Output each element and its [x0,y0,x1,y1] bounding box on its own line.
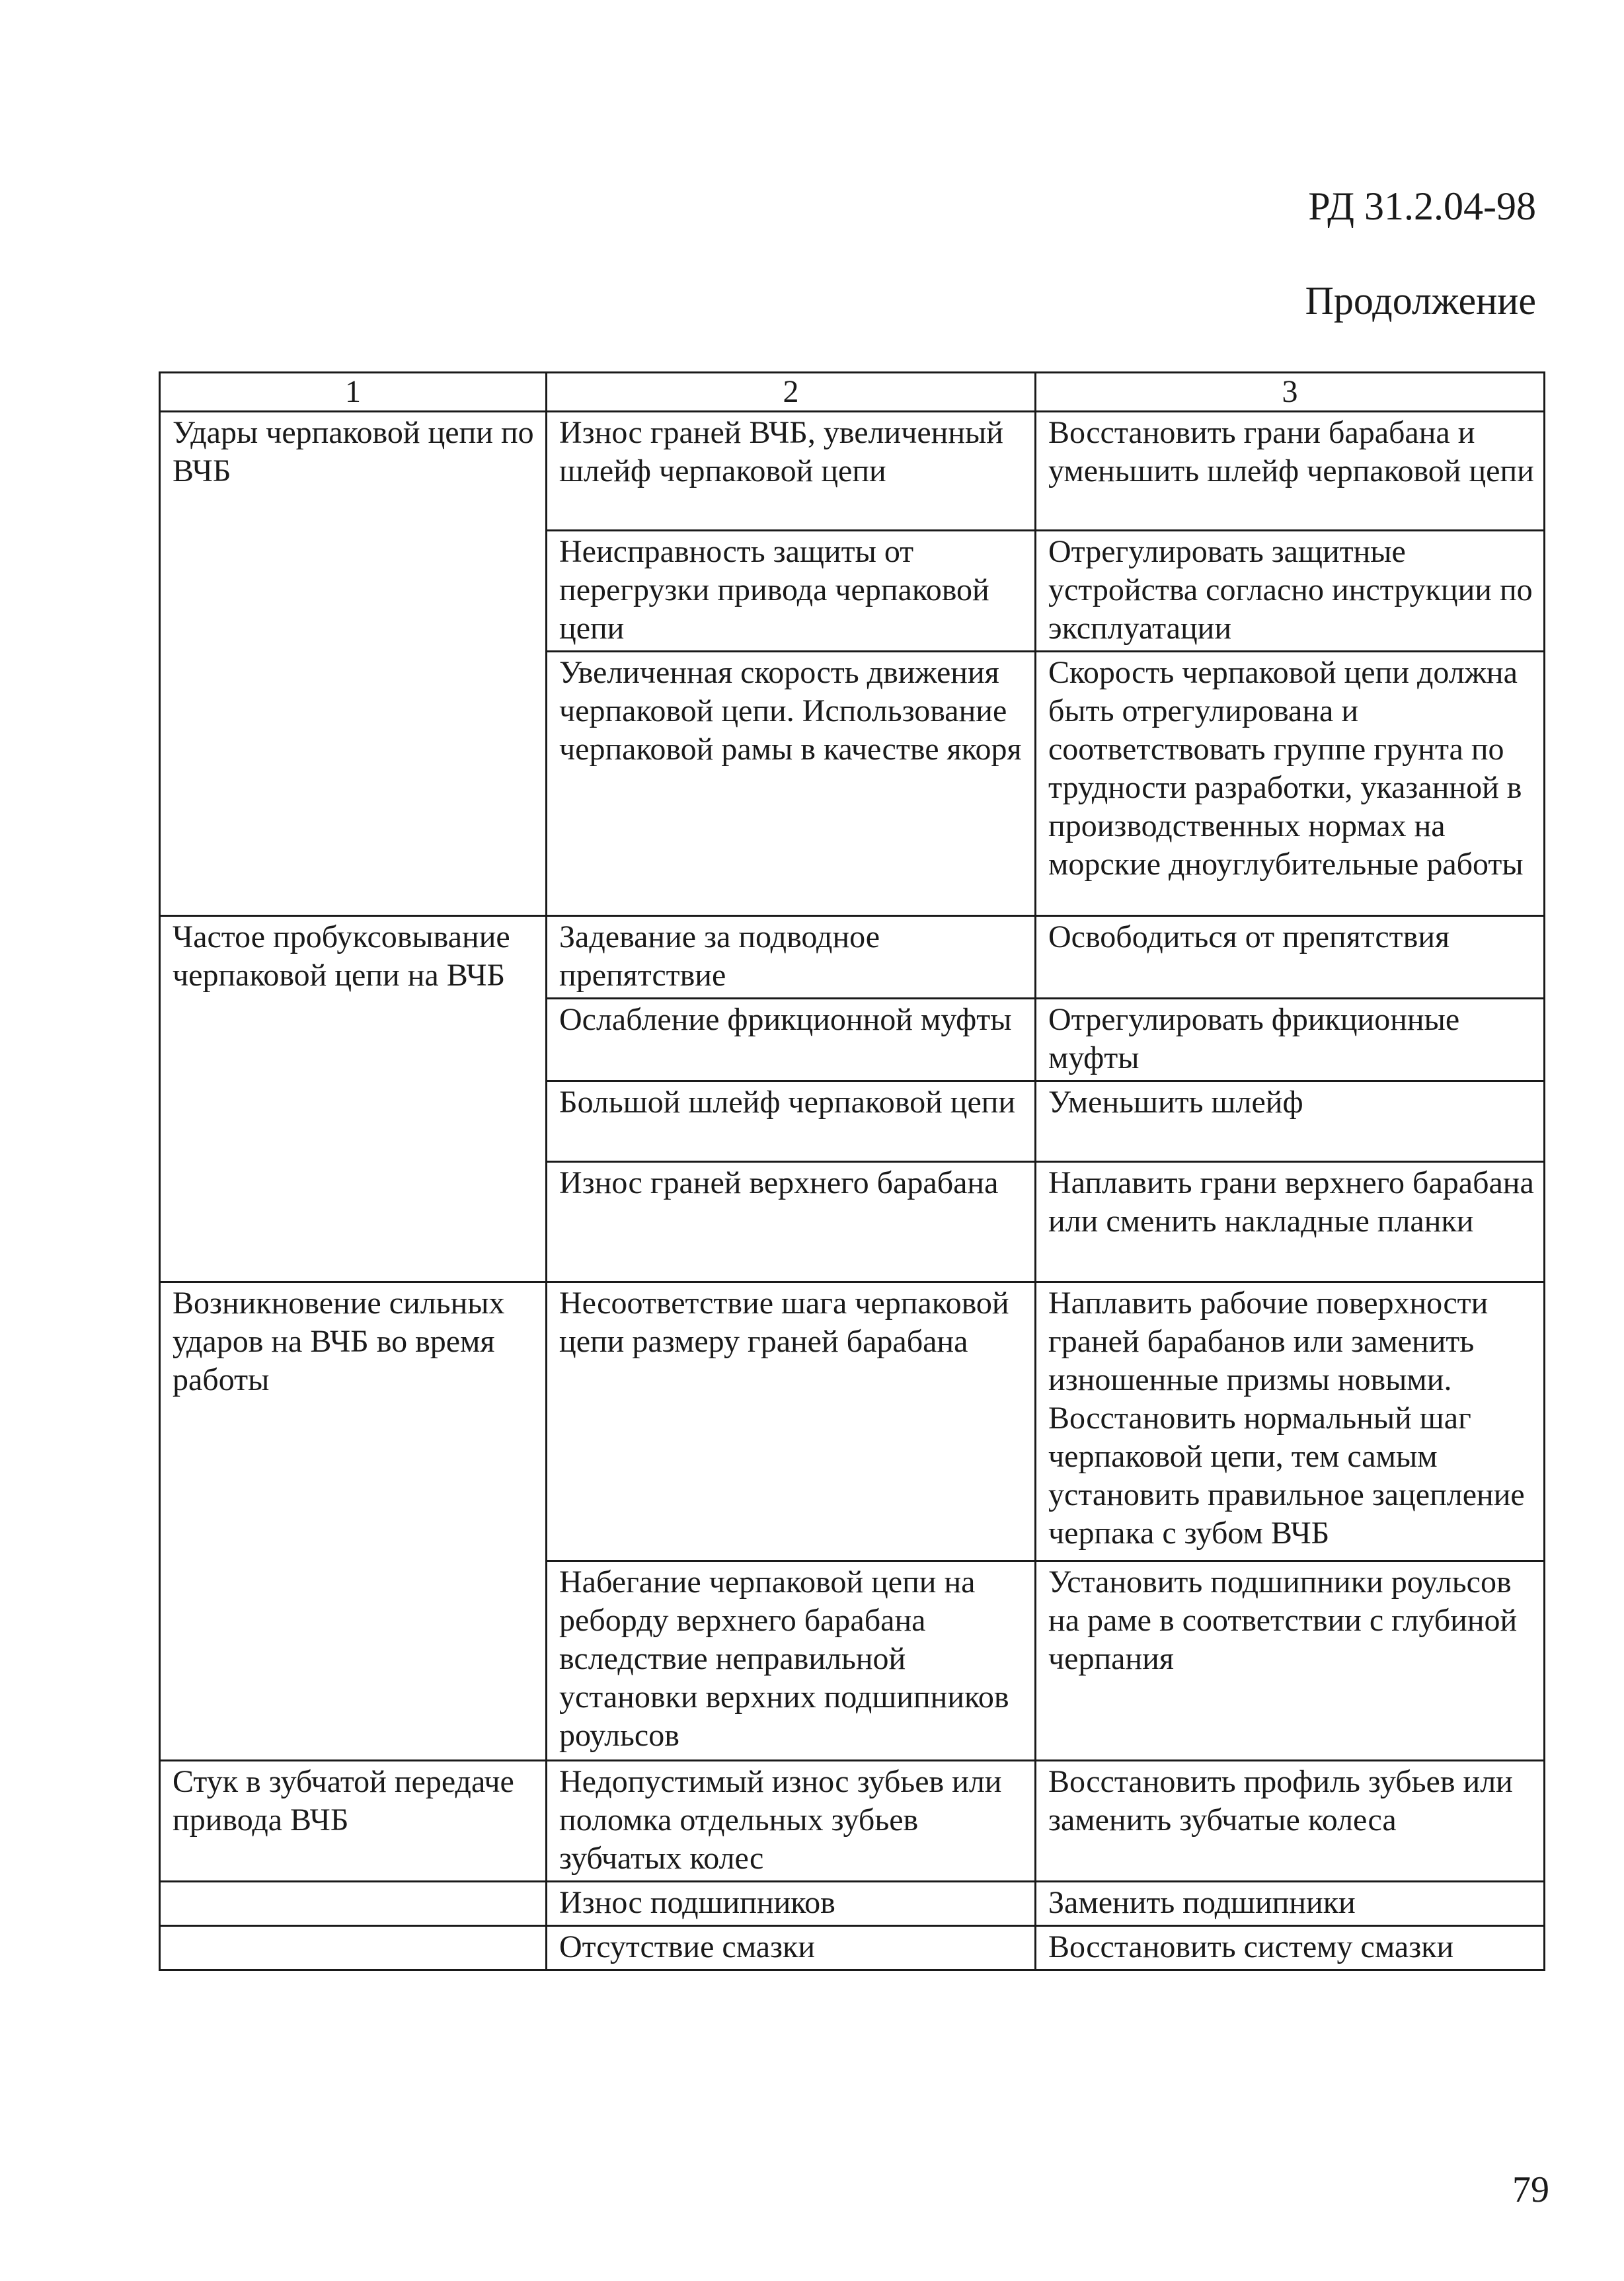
remedy-cell: Уменьшить шлейф [1036,1081,1545,1162]
cause-cell: Износ подшипников [547,1882,1036,1926]
remedy-cell: Отрегулировать фрикционные муфты [1036,999,1545,1081]
remedy-cell: Наплавить грани верхнего барабана или сменить накладные планки [1036,1162,1545,1282]
table-row [160,1282,1545,1561]
table-row [160,916,1545,999]
fault-cell: Возникновение сильных ударов на ВЧБ во время работы [160,1282,547,1761]
cause-cell: Ослабление фрикционной муфты [547,999,1036,1081]
fault-cell: Частое пробуксовывание черпаковой цепи на ВЧБ [160,916,547,1282]
fault-table [159,371,1545,1971]
remedy-cell: Освободиться от препятствия [1036,916,1545,999]
cause-cell: Большой шлейф черпаковой цепи [547,1081,1036,1162]
cause-cell: Недопустимый износ зубьев или поломка отдельных зубьев зубчатых колес [547,1761,1036,1882]
column-number-2: 2 [547,373,1036,412]
document-code: РД 31.2.04-98 [1308,184,1536,228]
cause-cell: Несоответствие шага черпаковой цепи размеру граней барабана [547,1282,1036,1561]
fault-cell: Удары черпаковой цепи по ВЧБ [160,412,547,916]
fault-cell [160,1882,547,1926]
remedy-cell: Наплавить рабочие поверхности граней барабанов или заменить изношенные призмы новыми. Восстановить нормальный шаг черпаковой цепи, тем самым установить правильное зацепление черпака с зубом ВЧБ [1036,1282,1545,1561]
table-header-row [160,373,1545,412]
column-number-1: 1 [160,373,547,412]
cause-cell: Набегание черпаковой цепи на реборду верхнего барабана вследствие неправильной установки верхних подшипников роульсов [547,1561,1036,1761]
cause-cell: Износ граней ВЧБ, увеличенный шлейф черпаковой цепи [547,412,1036,531]
cause-cell: Задевание за подводное препятствие [547,916,1036,999]
cause-cell: Отсутствие смазки [547,1926,1036,1970]
remedy-cell: Восстановить систему смазки [1036,1926,1545,1970]
remedy-cell: Восстановить грани барабана и уменьшить шлейф черпаковой цепи [1036,412,1545,531]
continuation-label: Продолжение [1305,279,1536,323]
table-row [160,1761,1545,1882]
cause-cell: Неисправность защиты от перегрузки привода черпаковой цепи [547,531,1036,652]
fault-cell [160,1926,547,1970]
remedy-cell: Установить подшипники роульсов на раме в соответствии с глубиной черпания [1036,1561,1545,1761]
page-number: 79 [1512,2169,1549,2210]
remedy-cell: Отрегулировать защитные устройства согласно инструкции по эксплуатации [1036,531,1545,652]
table-row [160,1882,1545,1926]
fault-cell: Стук в зубчатой передаче привода ВЧБ [160,1761,547,1882]
column-number-3: 3 [1036,373,1545,412]
remedy-cell: Восстановить профиль зубьев или заменить зубчатые колеса [1036,1761,1545,1882]
remedy-cell: Заменить подшипники [1036,1882,1545,1926]
cause-cell: Увеличенная скорость движения черпаковой цепи. Использование черпаковой рамы в качестве якоря [547,652,1036,916]
table-row [160,412,1545,531]
remedy-cell: Скорость черпаковой цепи должна быть отрегулирована и соответствовать группе грунта по трудности разработки, указанной в производственных нормах на морские дноуглубительные работы [1036,652,1545,916]
cause-cell: Износ граней верхнего барабана [547,1162,1036,1282]
table-row [160,1926,1545,1970]
